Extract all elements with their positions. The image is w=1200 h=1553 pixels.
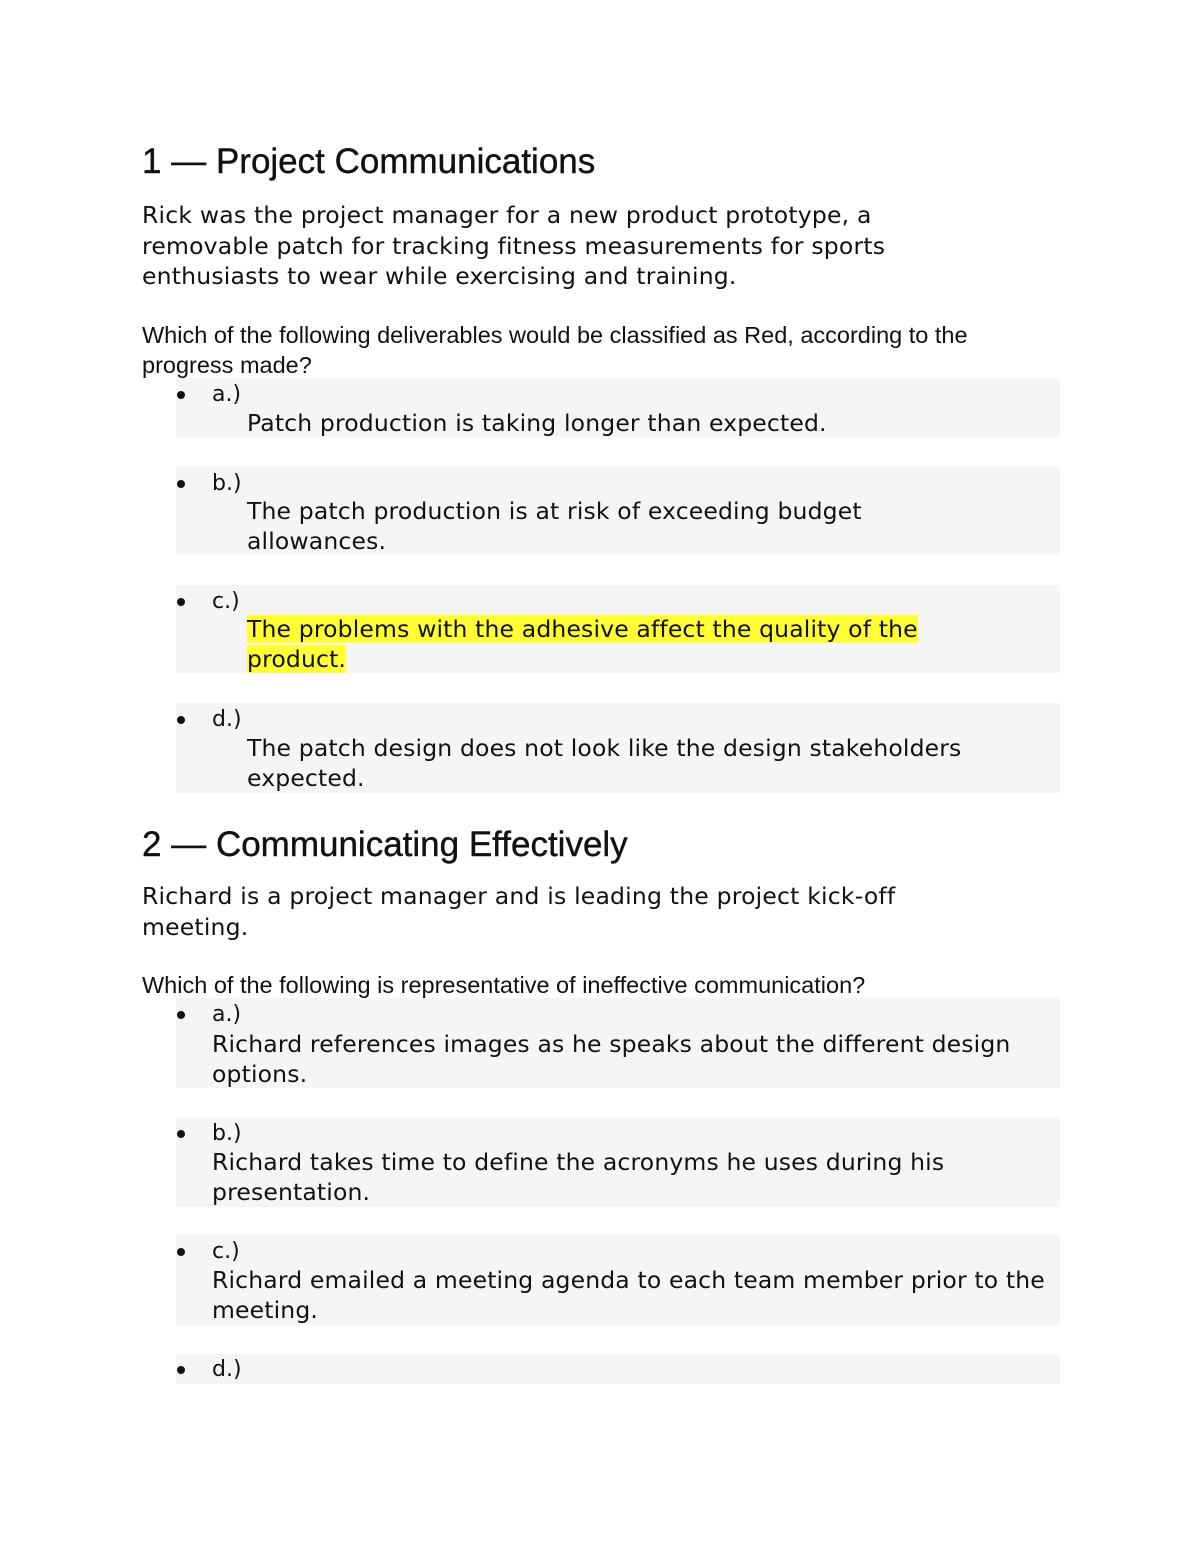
option-background [176, 1354, 1060, 1384]
bullet-icon [177, 1366, 185, 1374]
question-1-scenario: Rick was the project manager for a new product prototype, a removable patch for tracking fitness measurements for sports enthusiasts to wear while exercising and training. [142, 201, 886, 290]
question-1-title [142, 142, 595, 182]
option-letter: d.) [212, 1357, 242, 1382]
option-text: Richard references images as he speaks about the different design options. [212, 1030, 1011, 1088]
option-letter: d.) [212, 707, 242, 732]
option-text: Richard emailed a meeting agenda to each team member prior to the meeting. [212, 1266, 1045, 1324]
option-letter: c.) [212, 1239, 240, 1264]
question-title-text: Project Communications [215, 142, 596, 181]
option-text: Richard takes time to define the acronyms he uses during his presentation. [212, 1148, 945, 1206]
bullet-icon [177, 480, 185, 488]
question-2-prompt: Which of the following is representative of ineffective communication? [142, 972, 866, 998]
option-letter: a.) [212, 382, 242, 407]
option-text: The patch design does not look like the design stakeholders expected. [247, 734, 962, 792]
option-letter: c.) [212, 589, 240, 614]
option-text: Patch production is taking longer than expected. [247, 409, 827, 437]
question-2-scenario: Richard is a project manager and is leading the project kick-off meeting. [142, 882, 896, 941]
option-text-highlighted [247, 614, 987, 674]
title-dash: — [171, 142, 207, 181]
bullet-icon [177, 391, 185, 399]
bullet-icon [177, 1248, 185, 1256]
option-text: The patch production is at risk of exceeding budget allowances. [247, 497, 862, 555]
title-dash: — [171, 825, 207, 864]
bullet-icon [177, 1130, 185, 1138]
option-letter: b.) [212, 1121, 242, 1146]
question-number: 1 [142, 142, 162, 181]
bullet-icon [177, 1011, 185, 1019]
option-letter: a.) [212, 1002, 242, 1027]
bullet-icon [177, 716, 185, 724]
option-letter: b.) [212, 471, 242, 496]
question-1-prompt: Which of the following deliverables would be classified as Red, according to the progress made? [142, 322, 968, 378]
question-2-title [142, 825, 628, 865]
question-title-text: Communicating Effectively [215, 825, 628, 864]
answer-highlight: The problems with the adhesive affect the quality of the product. [247, 615, 918, 673]
bullet-icon [177, 598, 185, 606]
question-number: 2 [142, 825, 162, 864]
